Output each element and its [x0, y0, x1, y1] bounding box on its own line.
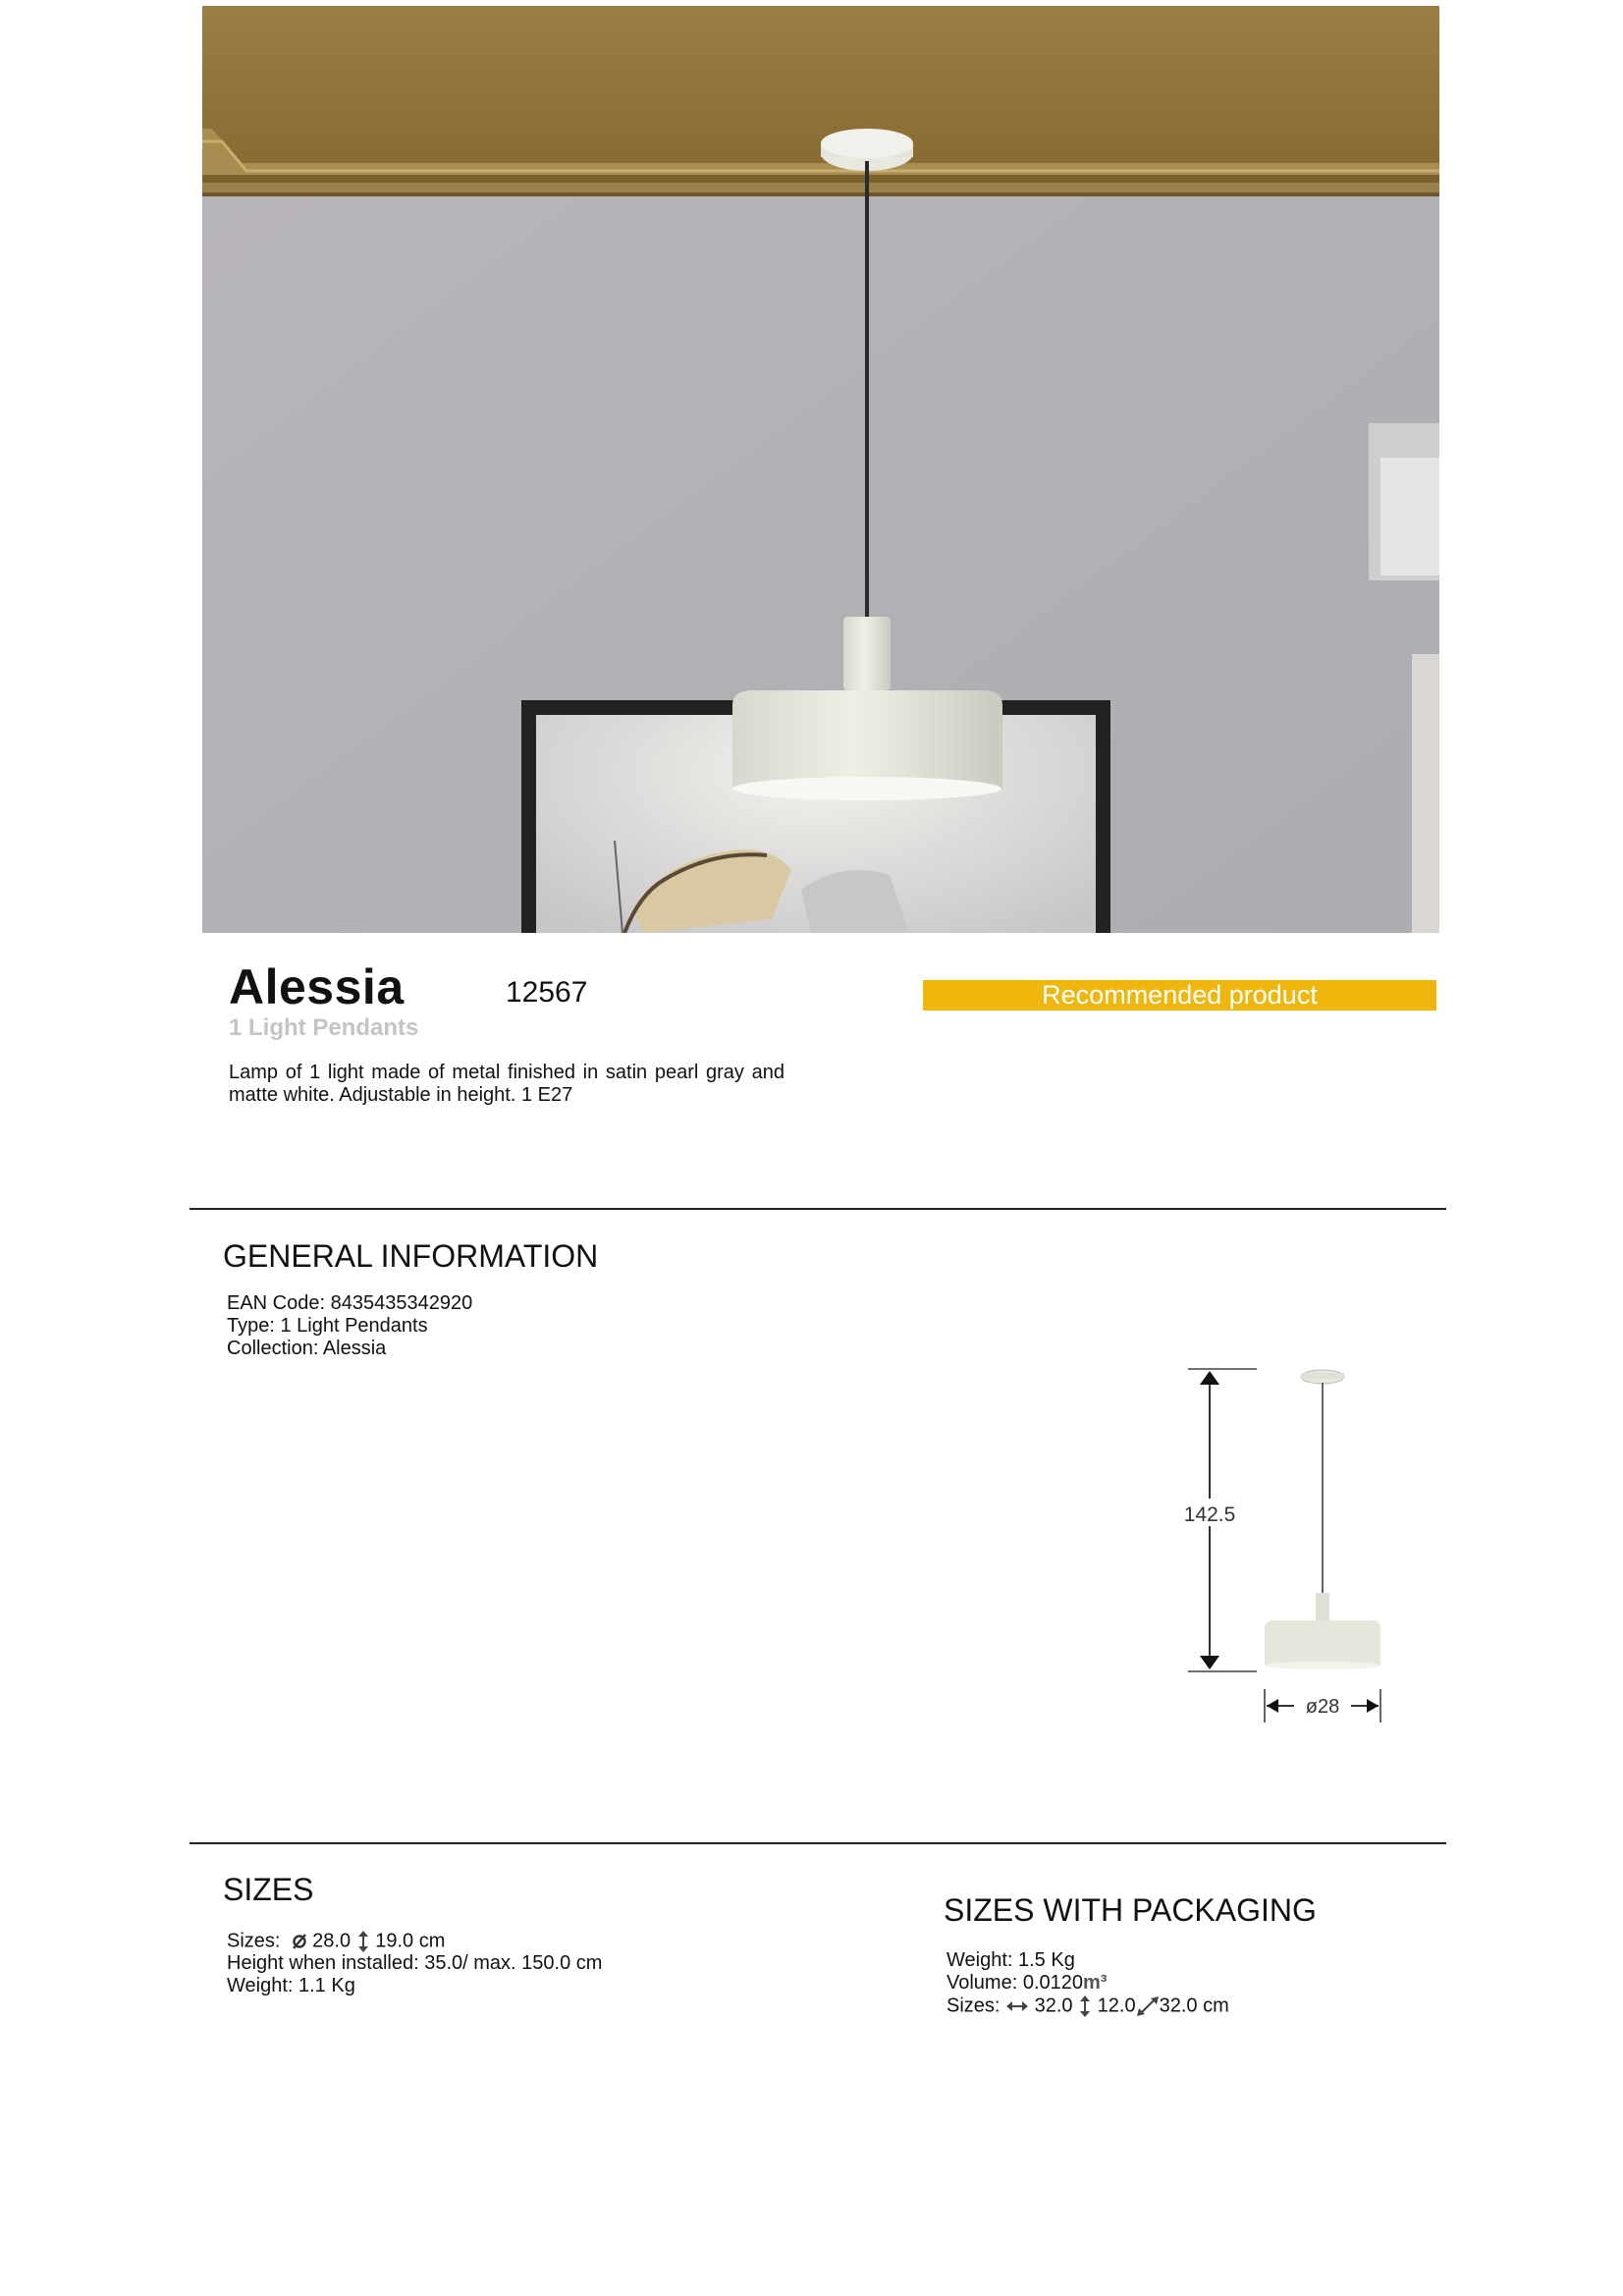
diameter-arrow-right — [1367, 1699, 1379, 1713]
packaging-heading: SIZES WITH PACKAGING — [944, 1892, 1317, 1928]
type-info: Type: 1 Light Pendants — [227, 1315, 428, 1337]
diagonal-arrow-icon — [1136, 1995, 1160, 2017]
diameter-label: ø28 — [1305, 1696, 1340, 1718]
packaging-height: 12.0 — [1097, 1995, 1136, 2017]
packaging-width: 32.0 — [1034, 1995, 1073, 2017]
product-photo-illustration — [202, 6, 1439, 933]
product-name: Alessia — [229, 959, 405, 1014]
product-photo — [202, 6, 1439, 933]
volume-value: Volume: 0.0120 — [947, 1972, 1083, 1994]
vertical-arrow-icon — [356, 1930, 370, 1953]
sizes-diameter: 28.0 — [312, 1930, 352, 1952]
section-divider — [189, 1208, 1446, 1210]
product-description: Lamp of 1 light made of metal finished in satin pearl gray and matte white. Adjustable in height. 1 E27 — [229, 1062, 784, 1106]
sizes-height: 19.0 cm — [375, 1930, 446, 1952]
section-divider — [189, 1842, 1446, 1844]
diameter-arrow-left — [1267, 1699, 1278, 1713]
diameter-icon — [292, 1933, 307, 1950]
height-label: 142.5 — [1183, 1503, 1236, 1526]
product-weight: Weight: 1.1 Kg — [227, 1975, 355, 1996]
packaging-depth: 32.0 cm — [1159, 1995, 1229, 2017]
product-type-subtitle: 1 Light Pendants — [229, 1014, 419, 1041]
general-information-heading: GENERAL INFORMATION — [223, 1238, 599, 1274]
packaging-sizes — [947, 1995, 1229, 2018]
height-arrow-top — [1200, 1371, 1219, 1385]
sizes-line — [227, 1930, 445, 1953]
recommended-badge: Recommended product — [923, 980, 1436, 1011]
dimension-diagram — [1178, 1361, 1394, 1734]
sizes-prefix: Sizes: — [227, 1930, 281, 1952]
sizes-heading: SIZES — [223, 1872, 314, 1907]
vertical-arrow-icon — [1078, 1995, 1092, 2018]
horizontal-arrow-icon — [1005, 1999, 1029, 2013]
height-arrow-bottom — [1200, 1656, 1219, 1669]
packaging-weight: Weight: 1.5 Kg — [947, 1949, 1075, 1971]
ean-code: EAN Code: 8435435342920 — [227, 1292, 473, 1314]
packaging-volume — [947, 1972, 1107, 1995]
packaging-sizes-prefix: Sizes: — [947, 1995, 1001, 2017]
collection-info: Collection: Alessia — [227, 1338, 387, 1359]
product-code: 12567 — [506, 976, 588, 1009]
volume-unit: m³ — [1083, 1972, 1108, 1994]
installed-height: Height when installed: 35.0/ max. 150.0 cm — [227, 1952, 603, 1974]
